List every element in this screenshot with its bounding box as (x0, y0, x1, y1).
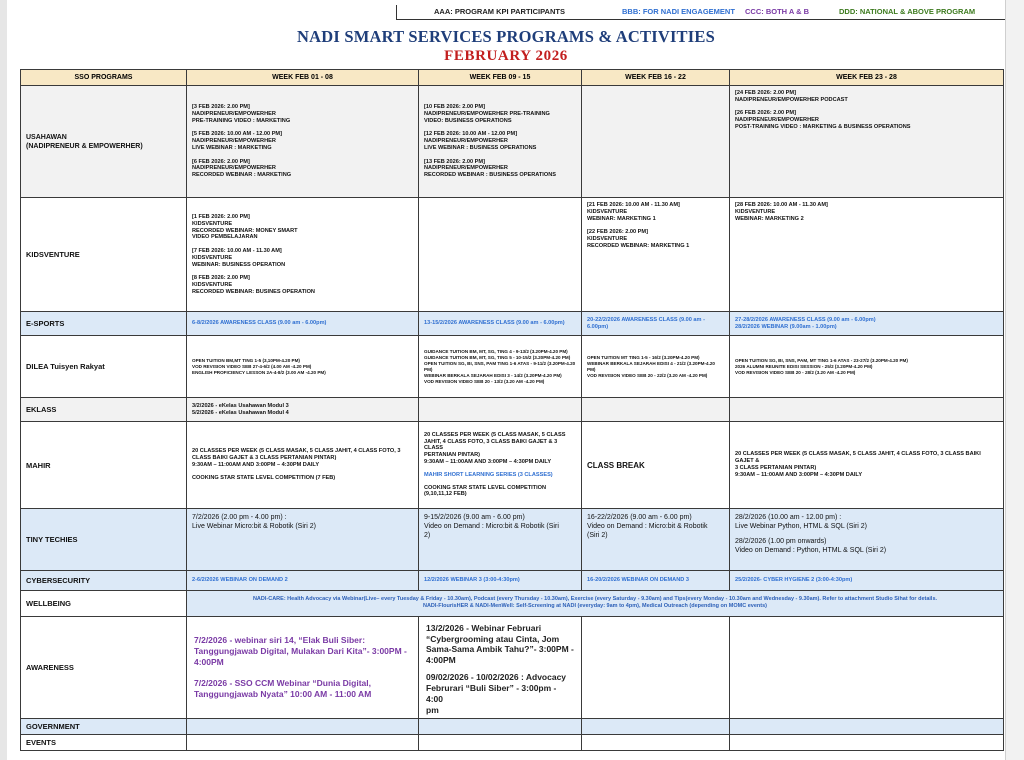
awareness-week1-webinar: 7/2/2026 - webinar siri 14, “Elak Buli Siber: Tanggungjawab Digital, Mulakan Dari Kita”- 3:00PM - 4:00PM (194, 635, 407, 667)
program-government: GOVERNMENT (21, 718, 187, 734)
mahir-week2 (419, 422, 582, 508)
row-usahawan (21, 86, 1004, 198)
tiny-week4 (730, 508, 1004, 570)
kidsventure-week4: [28 FEB 2026: 10.00 AM - 11.30 AM] KIDSVENTURE WEBINAR: MARKETING 2 (730, 198, 1004, 312)
eklass-week2 (419, 398, 582, 422)
mahir-week2-short-series: MAHIR SHORT LEARNING SERIES (3 CLASSES) (424, 471, 553, 478)
row-awareness (21, 616, 1004, 718)
tiny-week4-live: 28/2/2026 (10.00 am - 12.00 pm) : Live Webinar Python, HTML & SQL (Siri 2) (735, 513, 868, 530)
awareness-week2-advocacy: 09/02/2026 - 10/02/2026 : Advocacy Februrari “Buli Siber” - 3:00pm - 4:00 pm (426, 672, 567, 715)
events-week1 (187, 734, 419, 750)
esports-week4: 27-28/2/2026 AWARENESS CLASS (9.00 am - 6.00pm) 28/2/2026 WEBINAR (9.00am - 1.00pm) (730, 312, 1004, 336)
row-government (21, 718, 1004, 734)
usahawan-week4: [24 FEB 2026: 2.00 PM] NADIPRENEUR/EMPOWERHER PODCAST [26 FEB 2026: 2.00 PM] NADIPRENEUR/EMPOWERHER POST-TRAINING VIDEO : MARKETING & BUSINESS OPERATIONS (730, 86, 1004, 198)
row-wellbeing (21, 590, 1004, 616)
eklass-week4 (730, 398, 1004, 422)
program-events: EVENTS (21, 734, 187, 750)
events-week4 (730, 734, 1004, 750)
tiny-week4-vod: 28/2/2026 (1.00 pm onwards) Video on Demand : Python, HTML & SQL (Siri 2) (735, 537, 887, 554)
awareness-week2-webinar: 13/2/2026 - Webinar Februari “Cybergrooming atau Cinta, Jom Sama-Sama Ambik Tahu?”- 3:00PM - 4:00PM (426, 622, 574, 666)
eklass-week3 (582, 398, 730, 422)
cyber-week1: 2-6/2/2026 WEBINAR ON DEMAND 2 (187, 570, 419, 590)
esports-week1: 6-8/2/2026 AWARENESS CLASS (9.00 am - 6.00pm) (187, 312, 419, 336)
awareness-week1 (187, 616, 419, 718)
row-esports (21, 312, 1004, 336)
mahir-week3-class-break: CLASS BREAK (582, 422, 730, 508)
awareness-week4 (730, 616, 1004, 718)
events-week3 (582, 734, 730, 750)
cyber-week2: 12/2/2026 WEBINAR 3 (3:00-4:30pm) (419, 570, 582, 590)
government-week1 (187, 718, 419, 734)
dilea-week1: OPEN TUITION BM,MT TING 1-5 (3,10PM-4.20 PM) VOD REVISION VIDEO SEB 27-4-6/2 (4.00 AM -4.20 PM) ENGLISH PROFICIENCY LESSON 2A-4-8/2 (3.00 AM -4.20 PM) (187, 336, 419, 398)
header-week-3: WEEK FEB 16 - 22 (582, 70, 730, 86)
usahawan-week3 (582, 86, 730, 198)
usahawan-week1: [3 FEB 2026: 2.00 PM] NADIPRENEUR/EMPOWERHER PRE-TRAINING VIDEO : MARKETING [5 FEB 2026: 10.00 AM - 12.00 PM] NADIPRENEUR/EMPOWERHER LIVE WEBINAR : MARKETING [6 FEB 2026: 2.00 PM] NADIPRENEUR/EMPOWERHER RECORDED WEBINAR : MARKETING (187, 86, 419, 198)
header-row (21, 70, 1004, 86)
row-kidsventure (21, 198, 1004, 312)
header-week-2: WEEK FEB 09 - 15 (419, 70, 582, 86)
tiny-week3: 16-22/2/2026 (9.00 am - 6.00 pm) Video on Demand : Micro:bit & Robotik (Siri 2) (582, 508, 730, 570)
document-page (7, 0, 1005, 760)
viewer-scroll-gutter[interactable] (1005, 0, 1024, 760)
mahir-week1: 20 CLASSES PER WEEK (5 CLASS MASAK, 5 CLASS JAHIT, 4 CLASS FOTO, 3 CLASS BAIKI GAJET & 3 CLASS PERTANIAN PINTAR) 9:30AM – 11:00AM AND 3:00PM – 4:30PM DAILY COOKING STAR STATE LEVEL COMPETITION (7 FEB) (187, 422, 419, 508)
esports-week2: 13-15/2/2026 AWARENESS CLASS (9.00 am - 6.00pm) (419, 312, 582, 336)
mahir-week4: 20 CLASSES PER WEEK (5 CLASS MASAK, 5 CLASS JAHIT, 4 CLASS FOTO, 3 CLASS BAIKI GAJET & 3 CLASS PERTANIAN PINTAR) 9:30AM – 11:00AM AND 3:00PM – 4:30PM DAILY (730, 422, 1004, 508)
mahir-week2-classes: 20 CLASSES PER WEEK (5 CLASS MASAK, 5 CLASS JAHIT, 4 CLASS FOTO, 3 CLASS BAIKI GAJET & 3 CLASS PERTANIAN PINTAR) 9:30AM – 11:00AM AND 3:00PM – 4:30PM DAILY (424, 431, 566, 466)
program-wellbeing: WELLBEING (21, 590, 187, 616)
dilea-week3: OPEN TUITION MT TING 1-5 - 16/2 (3.20PM-4.20 PM) WEBINAR BERKALA SEJARAH EDISI 4 - 21/2 (3.20PM-4.20 PM) VOD REVISION VIDEO SEB 20 - 22/2 (3.20 AM -4.20 PM) (582, 336, 730, 398)
program-awareness: AWARENESS (21, 616, 187, 718)
legend-ddd: DDD: NATIONAL & ABOVE PROGRAM (839, 7, 976, 16)
tiny-week1: 7/2/2026 (2.00 pm - 4.00 pm) : Live Webinar Micro:bit & Robotik (Siri 2) (187, 508, 419, 570)
kidsventure-week2 (419, 198, 582, 312)
program-dilea: DILEA Tuisyen Rakyat (21, 336, 187, 398)
program-mahir: MAHIR (21, 422, 187, 508)
dilea-week4: OPEN TUITION SG, BI, SNS, PAM, MT TING 1-6 ATAS - 23-27/2 (3.20PM-4.20 PM) 2026 ALUMNI REUNITE EDISI SESSION - 25/2 (3.20PM-4.20 PM) VOD REVISION VIDEO SEB 20 - 28/2 (3.20 AM -4.20 PM) (730, 336, 1004, 398)
row-dilea (21, 336, 1004, 398)
row-cybersecurity (21, 570, 1004, 590)
program-eklass: EKLASS (21, 398, 187, 422)
events-week2 (419, 734, 582, 750)
row-mahir (21, 422, 1004, 508)
header-week-1: WEEK FEB 01 - 08 (187, 70, 419, 86)
wellbeing-details: NADI-CARE: Health Advocacy via Webinar(Live– every Tuesday & Friday - 10.30am), Podcast (every Thursday - 10.30am), Exercise (every Saturday - 9.30am) and Tips(every Monday - 10.30am and Wednesday - 9.30am). Refer to attachment Studio Sihat for details. NADI-FlourisHER & NADI-MenWell: Self-Screening at NADI (everyday: 9am to 4pm), Medical Outreach (depending on MOMC events) (187, 590, 1004, 616)
legend-bar (396, 5, 1005, 20)
mahir-week2-competition: COOKING STAR STATE LEVEL COMPETITION (9,10,11,12 FEB) (424, 484, 547, 498)
legend-ccc: CCC: BOTH A & B (745, 7, 810, 16)
dilea-week2: GUIDANCE TUITION BM, MT, SG, TING 4 - 9-13/2 (3.20PM-4.20 PM) GUIDANCE TUITION BM, MT, SG, TING 5 - 10-15/2 (3.20PM-4.20 PM) OPEN TUITION SG, BI, SNS, PAM TING 1-6 ATAS - 9-11/2 (3.20PM-4.20 PM) WEBINAR BERKALA SEJARAH EDISI 3 - 14/2 (3.20PM-4.20 PM) VOD REVISION VIDEO SEB 20 - 13/2 (3.20 AM -4.20 PM) (419, 336, 582, 398)
kidsventure-week1: [1 FEB 2026: 2.00 PM] KIDSVENTURE RECORDED WEBINAR: MONEY SMART VIDEO PEMBELAJARAN [7 FEB 2026: 10.00 AM - 11.30 AM] KIDSVENTURE WEBINAR: BUSINESS OPERATION [8 FEB 2026: 2.00 PM] KIDSVENTURE RECORDED WEBINAR: BUSINES OPERATION (187, 198, 419, 312)
cyber-week4: 25/2/2026- CYBER HYGIENE 2 (3:00-4:30pm) (730, 570, 1004, 590)
usahawan-week2: [10 FEB 2026: 2.00 PM] NADIPRENEUR/EMPOWERHER PRE-TRAINING VIDEO: BUSINESS OPERATIONS [12 FEB 2026: 10.00 AM - 12.00 PM] NADIPRENEUR/EMPOWERHER LIVE WEBINAR : BUSINESS OPERATIONS [13 FEB 2026: 2.00 PM] NADIPRENEUR/EMPOWERHER RECORDED WEBINAR : BUSINESS OPERATIONS (419, 86, 582, 198)
government-week3 (582, 718, 730, 734)
header-week-4: WEEK FEB 23 - 28 (730, 70, 1004, 86)
legend-aaa: AAA: PROGRAM KPI PARTICIPANTS (434, 7, 565, 16)
kidsventure-week3: [21 FEB 2026: 10.00 AM - 11.30 AM] KIDSVENTURE WEBINAR: MARKETING 1 [22 FEB 2026: 2.00 PM] KIDSVENTURE RECORDED WEBINAR: MARKETING 1 (582, 198, 730, 312)
row-tiny-techies (21, 508, 1004, 570)
awareness-week1-ccm: 7/2/2026 - SSO CCM Webinar “Dunia Digital, Tanggungjawab Nyata” 10:00 AM - 11:00 AM (194, 677, 372, 699)
program-usahawan: USAHAWAN (NADIPRENEUR & EMPOWERHER) (21, 86, 187, 198)
cyber-week3: 16-20/2/2026 WEBINAR ON DEMAND 3 (582, 570, 730, 590)
awareness-week3 (582, 616, 730, 718)
eklass-week1: 3/2/2026 - eKelas Usahawan Modul 3 5/2/2026 - eKelas Usahawan Modul 4 (187, 398, 419, 422)
esports-week3: 20-22/2/2026 AWARENESS CLASS (9.00 am - 6.00pm) (582, 312, 730, 336)
header-sso-programs: SSO PROGRAMS (21, 70, 187, 86)
program-kidsventure: KIDSVENTURE (21, 198, 187, 312)
government-week2 (419, 718, 582, 734)
page-title: NADI SMART SERVICES PROGRAMS & ACTIVITIES (297, 27, 715, 46)
legend-bbb: BBB: FOR NADI ENGAGEMENT (622, 7, 735, 16)
program-esports: E-SPORTS (21, 312, 187, 336)
government-week4 (730, 718, 1004, 734)
program-cybersecurity: CYBERSECURITY (21, 570, 187, 590)
page-subtitle: FEBRUARY 2026 (444, 48, 568, 64)
tiny-week2: 9-15/2/2026 (9.00 am - 6.00 pm) Video on Demand : Micro:bit & Robotik (Siri 2) (419, 508, 582, 570)
program-tiny-techies: TINY TECHIES (21, 508, 187, 570)
schedule-table (20, 69, 1004, 751)
row-eklass (21, 398, 1004, 422)
awareness-week2 (419, 616, 582, 718)
row-events (21, 734, 1004, 750)
